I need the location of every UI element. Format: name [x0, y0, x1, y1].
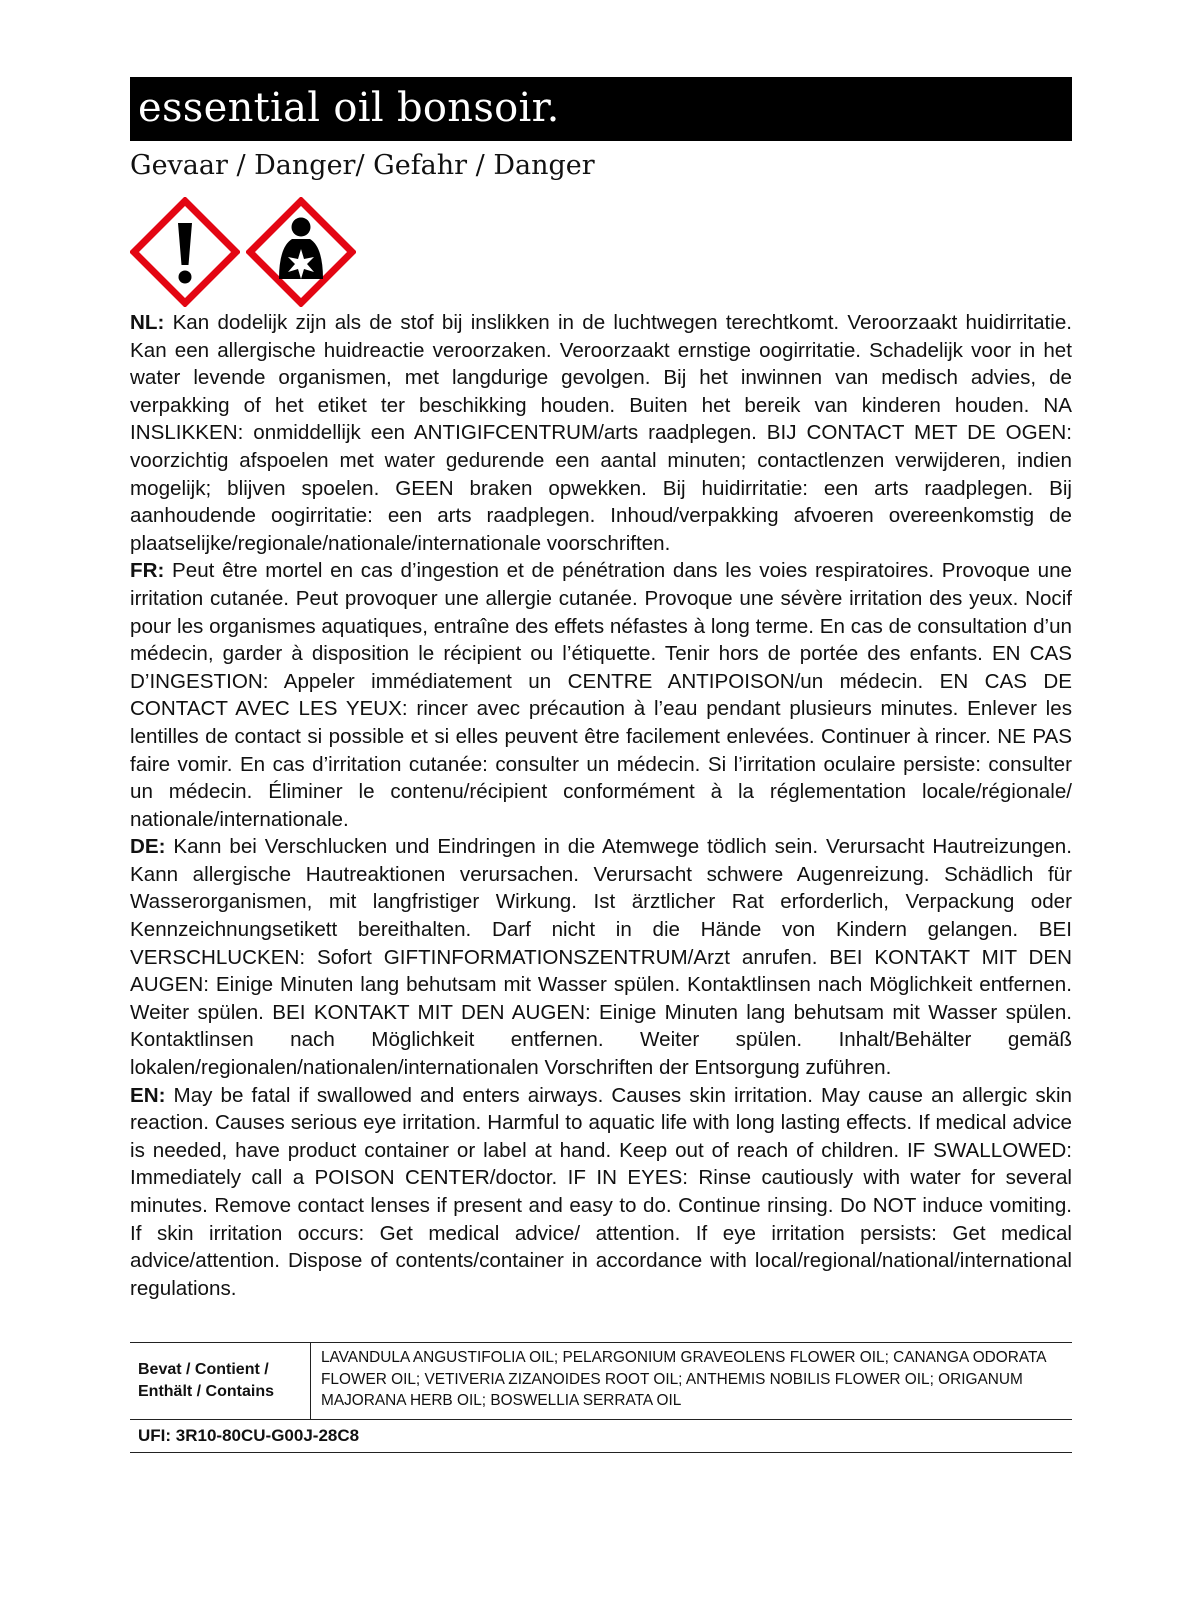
- statement-text-en: May be fatal if swallowed and enters airways. Causes skin irritation. May cause an allergic skin reaction. Causes serious eye irritation. Harmful to aquatic life with long lasting effects. If medical advice is needed, have product container or label at hand. Keep out of reach of children. IF SWALLOWED: Immediately call a POISON CENTER/doctor. IF IN EYES: Rinse cautiously with water for several minutes. Remove contact lenses if present and easy to do. Continue rinsing. Do NOT induce vomiting. If skin irritation occurs: Get medical advice/ attention. If eye irritation persists: Get medical advice/attention. Dispose of contents/container in accordance with local/regional/national/international regulations.: [130, 1083, 1072, 1300]
- ingredient-list: LAVANDULA ANGUSTIFOLIA OIL; PELARGONIUM GRAVEOLENS FLOWER OIL; CANANGA ODORATA FLOWER OIL; VETIVERIA ZIZANOIDES ROOT OIL; ANTHEMIS NOBILIS FLOWER OIL; ORIGANUM MAJORANA HERB OIL; BOSWELLIA SERRATA OIL: [321, 1349, 1046, 1410]
- product-title: essential oil bonsoir.: [130, 77, 1072, 141]
- statement-text-nl: Kan dodelijk zijn als de stof bij inslikken in de luchtwegen terechtkomt. Veroorzaakt huidirritatie. Kan een allergische huidreactie veroorzaken. Veroorzaakt ernstige oogirritatie. Schadelijk voor in het water levende organismen, met langdurige gevolgen. Bij het inwinnen van medisch advies, de verpakking of het etiket ter beschikking houden. Buiten het bereik van kinderen houden. NA INSLIKKEN: onmiddellijk een ANTIGIFCENTRUM/arts raadplegen. BIJ CONTACT MET DE OGEN: voorzichtig afspoelen met water gedurende een aantal minuten; contactlenzen verwijderen, indien mogelijk; blijven spoelen. GEEN braken opwekken. Bij huidirritatie: een arts raadplegen. Bij aanhoudende oogirritatie: een arts raadplegen. Inhoud/verpakking afvoeren overeenkomstig de plaatselijke/regionale/nationale/internationale voorschriften.: [130, 311, 1072, 555]
- contains-label-line1: Bevat / Contient /: [138, 1361, 269, 1379]
- ufi-code: UFI: 3R10-80CU-G00J-28C8: [130, 1420, 1072, 1453]
- statement-text-fr: Peut être mortel en cas d’ingestion et de pénétration dans les voies respiratoires. Provoque une irritation cutanée. Peut provoquer une allergie cutanée. Provoque une sévère irritation des yeux. Nocif pour les organismes aquatiques, entraîne des effets néfastes à long terme. En cas de consultation d’un médecin, garder à disposition le récipient ou l’étiquette. Tenir hors de portée des enfants. EN CAS D’INGESTION: Appeler immédiatement un CENTRE ANTIPOISON/un médecin. EN CAS DE CONTACT AVEC LES YEUX: rincer avec précaution à l’eau pendant plusieurs minutes. Enlever les lentilles de contact si possible et si elles peuvent être facilement enlevées. Continuer à rincer. NE PAS faire vomir. En cas d’irritation cutanée: consulter un médecin. Si l’irritation oculaire persiste: consulter un médecin. Éliminer le contenu/récipient conformément à la réglementation locale/régionale/ nationale/internationale.: [130, 559, 1072, 831]
- exclamation-mark-icon: [130, 197, 240, 307]
- health-hazard-icon: [246, 197, 356, 307]
- hazard-pictograms: [130, 197, 1072, 307]
- signal-word: Gevaar / Danger/ Gefahr / Danger: [130, 150, 595, 181]
- statement-text-de: Kann bei Verschlucken und Eindringen in die Atemwege tödlich sein. Verursacht Hautreizungen. Kann allergische Hautreaktionen verursachen. Verursacht schwere Augenreizung. Schädlich für Wasserorganismen, mit langfristiger Wirkung. Ist ärztlicher Rat erforderlich, Verpackung oder Kennzeichnungsetikett bereithalten. Darf nicht in die Hände von Kindern gelangen. BEI VERSCHLUCKEN: Sofort GIFTINFORMATIONSZENTRUM/Arzt anrufen. BEI KONTAKT MIT DEN AUGEN: Einige Minuten lang behutsam mit Wasser spülen. Kontaktlinsen nach Möglichkeit entfernen. Weiter spülen. BEI KONTAKT MIT DEN AUGEN: Einige Minuten lang behutsam mit Wasser spülen. Kontaktlinsen nach Möglichkeit entfernen. Weiter spülen. Inhalt/Behälter gemäß lokalen/regionalen/nationalen/internationalen Vorschriften der Entsorgung zuführen.: [130, 835, 1072, 1080]
- contains-label: [130, 1343, 311, 1419]
- statement-de: [130, 833, 1072, 1081]
- statement-fr: [130, 557, 1072, 833]
- contains-table: [130, 1342, 1072, 1420]
- language-code-en: EN:: [130, 1083, 166, 1107]
- statement-nl: [130, 309, 1072, 557]
- language-code-fr: FR:: [130, 559, 165, 583]
- hazard-statements: [130, 309, 1072, 1302]
- language-code-de: DE:: [130, 835, 166, 859]
- label-page: [130, 77, 1072, 1453]
- contains-label-line2: Enthält / Contains: [138, 1383, 274, 1401]
- language-code-nl: NL:: [130, 311, 165, 334]
- statement-en: [130, 1082, 1072, 1303]
